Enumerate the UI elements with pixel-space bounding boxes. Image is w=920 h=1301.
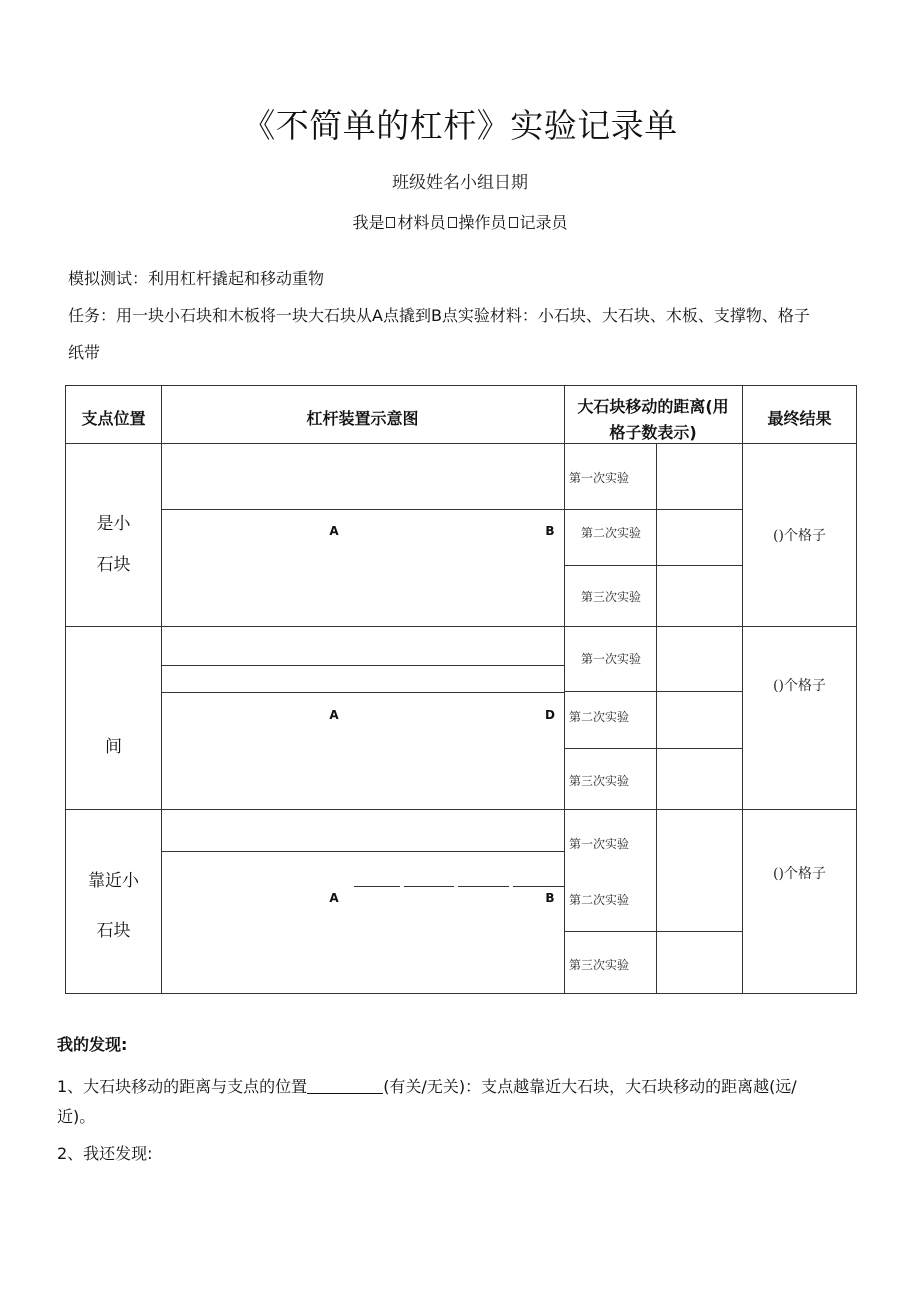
grid-line bbox=[66, 443, 857, 444]
grid-line bbox=[564, 748, 742, 749]
intro-line-2: 任务：用一块小石块和木板将一块大石块从A点撬到B点实验材料：小石块、大石块、木板、支撑物、格子 bbox=[68, 306, 810, 325]
point-a-label: A bbox=[329, 524, 339, 538]
checkbox-icon[interactable] bbox=[448, 217, 457, 228]
trial-label: 第一次实验 bbox=[568, 837, 629, 851]
trial-label: 第二次实验 bbox=[580, 526, 641, 540]
trial-label: 第一次实验 bbox=[580, 652, 641, 666]
trial-label: 第三次实验 bbox=[568, 958, 629, 972]
discovery-item-1 bbox=[57, 1072, 857, 1132]
grid-line bbox=[66, 626, 857, 627]
fill-in-blank[interactable] bbox=[307, 1079, 383, 1094]
grid-line bbox=[161, 386, 162, 994]
intro-line-3: 纸带 bbox=[68, 343, 101, 362]
checkbox-icon[interactable] bbox=[386, 217, 395, 228]
lever-board-line bbox=[161, 665, 564, 666]
trial-label: 第二次实验 bbox=[568, 893, 629, 907]
page-title: 《不简单的杠杆》实验记录单 bbox=[242, 106, 678, 145]
point-a-label: A bbox=[329, 708, 339, 722]
info-line: 班级姓名小组日期 bbox=[392, 173, 528, 193]
discovery-text: (有关/无关)：支点越靠近大石块，大石块移动的距离越(远/ bbox=[383, 1077, 797, 1096]
checkbox-icon[interactable] bbox=[509, 217, 518, 228]
header-distance-line2: 格子数表示) bbox=[609, 423, 697, 442]
point-d-label: D bbox=[545, 708, 555, 722]
result-cell: ()个格子 bbox=[773, 866, 826, 882]
position-label: 石块 bbox=[96, 921, 131, 941]
role-selector bbox=[0, 210, 920, 233]
header-distance-line1: 大石块移动的距离(用 bbox=[577, 397, 729, 416]
lever-board-line bbox=[161, 692, 564, 693]
grid-line bbox=[564, 691, 742, 692]
header-final-result: 最终结果 bbox=[767, 409, 832, 428]
position-label: 间 bbox=[105, 737, 122, 757]
lever-board-line bbox=[161, 851, 564, 852]
role-prefix: 我是 bbox=[352, 213, 385, 232]
position-label: 石块 bbox=[96, 555, 131, 575]
point-b-label: B bbox=[545, 891, 555, 905]
grid-line bbox=[564, 509, 742, 510]
grid-line bbox=[656, 443, 657, 994]
header-lever-diagram: 杠杆装置示意图 bbox=[306, 409, 419, 428]
role-option: 记录员 bbox=[519, 213, 568, 232]
discovery-title: 我的发现: bbox=[57, 1035, 128, 1054]
result-cell: ()个格子 bbox=[773, 678, 826, 694]
intro-line-1: 模拟测试：利用杠杆撬起和移动重物 bbox=[68, 269, 325, 288]
trial-label: 第三次实验 bbox=[568, 774, 629, 788]
discovery-text: 1、大石块移动的距离与支点的位置 bbox=[57, 1077, 308, 1096]
grid-line bbox=[564, 931, 742, 932]
grid-line bbox=[66, 809, 857, 810]
discovery-item-2: 2、我还发现: bbox=[57, 1144, 153, 1163]
role-option: 材料员 bbox=[397, 213, 446, 232]
grid-tape-segment bbox=[458, 886, 509, 887]
discovery-text: 近)。 bbox=[57, 1107, 96, 1126]
header-fulcrum-position: 支点位置 bbox=[81, 409, 146, 428]
grid-tape-segment bbox=[513, 886, 564, 887]
lever-board-line bbox=[161, 509, 564, 510]
point-a-label: A bbox=[329, 891, 339, 905]
result-cell: ()个格子 bbox=[773, 528, 826, 544]
trial-label: 第二次实验 bbox=[568, 710, 629, 724]
position-label: 靠近小 bbox=[88, 871, 139, 891]
position-label: 是小 bbox=[96, 514, 131, 534]
grid-line bbox=[564, 565, 742, 566]
grid-tape-segment bbox=[404, 886, 454, 887]
record-table bbox=[65, 385, 857, 994]
role-option: 操作员 bbox=[458, 213, 507, 232]
point-b-label: B bbox=[545, 524, 555, 538]
grid-tape-segment bbox=[354, 886, 400, 887]
trial-label: 第一次实验 bbox=[568, 471, 629, 485]
trial-label: 第三次实验 bbox=[580, 590, 641, 604]
